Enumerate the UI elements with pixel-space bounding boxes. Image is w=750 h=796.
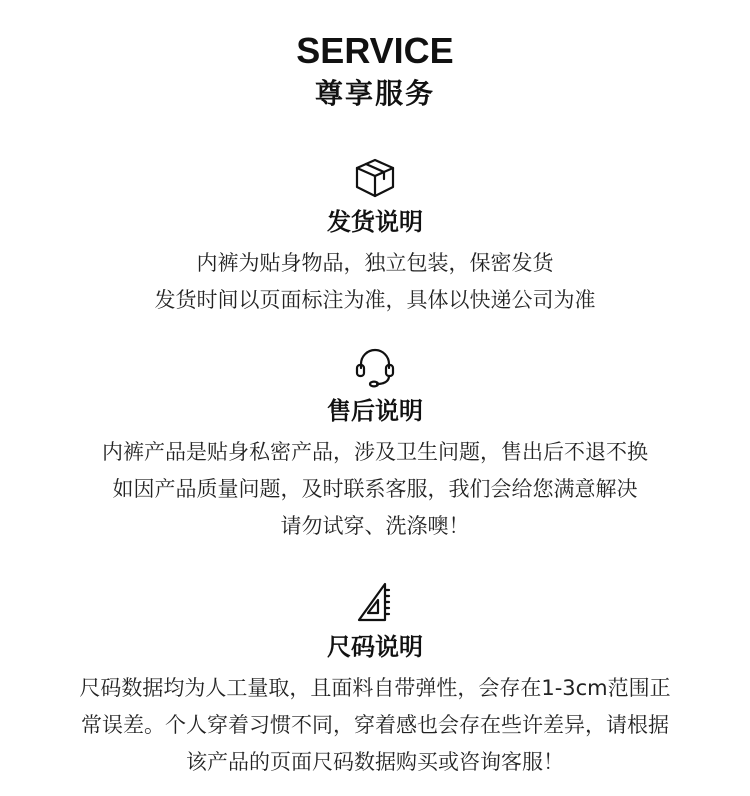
- headset-icon: [353, 346, 397, 388]
- size-title: 尺码说明: [327, 633, 423, 661]
- after-sales-section: [0, 346, 750, 545]
- page-title-en: SERVICE: [296, 30, 454, 71]
- after-sales-line: 如因产品质量问题，及时联系客服，我们会给您满意解决: [112, 477, 638, 501]
- package-box-icon: [353, 157, 397, 199]
- shipping-section: [0, 157, 750, 319]
- shipping-title: 发货说明: [327, 208, 423, 236]
- size-section: [0, 580, 750, 781]
- ruler-triangle-icon: [353, 580, 397, 624]
- page-title-cn: 尊享服务: [314, 77, 435, 110]
- size-line: 尺码数据均为人工量取，且面料自带弹性，会存在1-3cm范围正: [79, 676, 671, 700]
- after-sales-title: 售后说明: [327, 397, 423, 425]
- shipping-line: 内裤为贴身物品，独立包装，保密发货: [196, 251, 554, 275]
- size-line: 常误差。个人穿着习惯不同，穿着感也会存在些许差异，请根据: [81, 713, 669, 737]
- after-sales-line: 内裤产品是贴身私密产品，涉及卫生问题，售出后不退不换: [102, 440, 648, 464]
- shipping-line: 发货时间以页面标注为准，具体以快递公司为准: [154, 288, 596, 312]
- size-line: 该产品的页面尺码数据购买或咨询客服！: [186, 750, 564, 774]
- after-sales-line: 请勿试穿、洗涤噢！: [280, 514, 470, 538]
